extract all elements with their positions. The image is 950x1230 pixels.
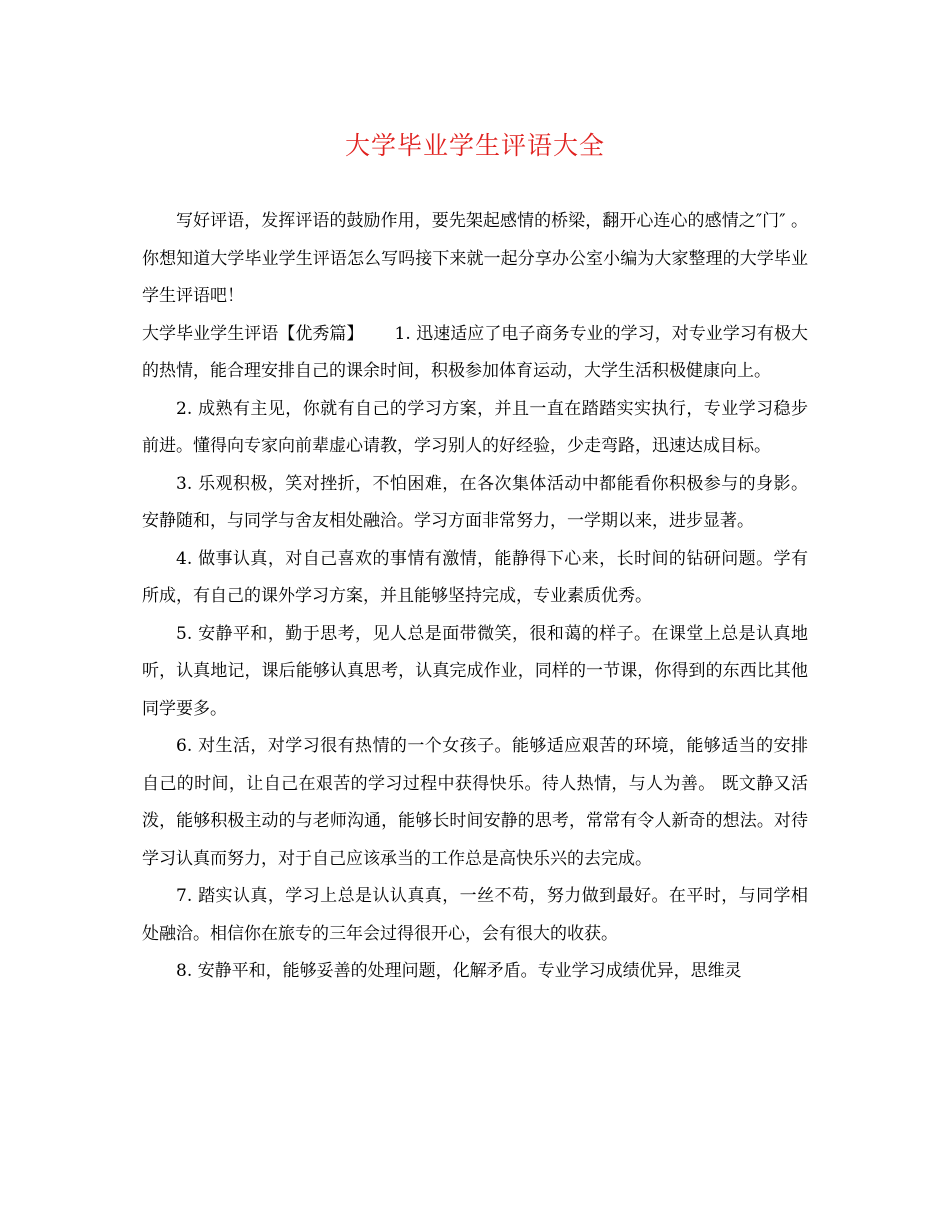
document-title: 大学毕业学生评语大全 [344,131,605,160]
section-heading-paragraph: 大学毕业学生评语【优秀篇】 1. 迅速适应了电子商务专业的学习，对专业学习有极大的热情，能合理安排自己的课余时间，积极参加体育运动，大学生活积极健康向上。 [142,323,808,381]
list-item: 5. 安静平和，勤于思考，见人总是面带微笑，很和蔼的样子。在课堂上总是认真地听，认真地记，课后能够认真思考，认真完成作业，同样的一节课，你得到的东西比其他同学要多。 [142,623,808,719]
intro-paragraph: 写好评语，发挥评语的鼓励作用，要先架起感情的桥梁，翻开心连心的感情之″门″ 。你想知道大学毕业学生评语怎么写吗接下来就一起分享办公室小编为大家整理的大学毕业学生评语吧！ [142,211,808,306]
list-item: 7. 踏实认真，学习上总是认认真真，一丝不苟，努力做到最好。在平时，与同学相处融洽。相信你在旅专的三年会过得很开心，会有很大的收获。 [142,886,808,944]
list-item: 8. 安静平和，能够妥善的处理问题，化解矛盾。专业学习成绩优异，思维灵 [176,961,742,981]
document-body [142,203,808,991]
list-item: 3. 乐观积极，笑对挫折，不怕困难，在各次集体活动中都能看你积极参与的身影。安静随和，与同学与舍友相处融洽。学习方面非常努力，一学期以来，进步显著。 [142,473,808,531]
list-item: 6. 对生活，对学习很有热情的一个女孩子。能够适应艰苦的环境，能够适当的安排自己的时间，让自己在艰苦的学习过程中获得快乐。待人热情，与人为善。 既文静又活泼，能够积极主动的与老师沟通，能够长时间安静的思考，常常有令人新奇的想法。对待学习认真而努力，对于自己应该承当的工作总是高快乐兴的去完成。 [142,736,808,869]
list-item: 2. 成熟有主见，你就有自己的学习方案，并且一直在踏踏实实执行，专业学习稳步前进。懂得向专家向前辈虚心请教，学习别人的好经验，少走弯路，迅速达成目标。 [142,398,808,456]
list-item: 4. 做事认真，对自己喜欢的事情有激情，能静得下心来，长时间的钻研问题。学有所成，有自己的课外学习方案，并且能够坚持完成，专业素质优秀。 [142,548,808,606]
